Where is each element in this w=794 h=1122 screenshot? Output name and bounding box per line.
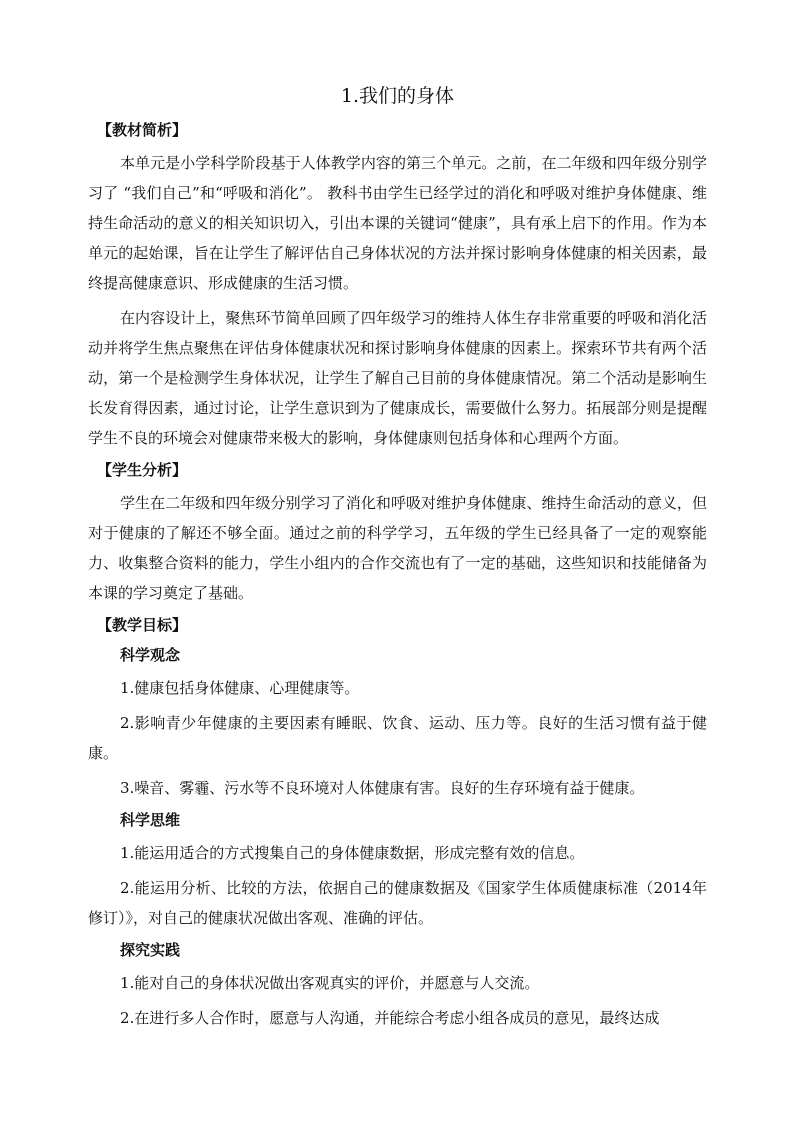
thinking-item-2: 2.能运用分析、比较的方法，依据自己的健康数据及《国家学生体质健康标准（2014年修订）》，对自己的健康状况做出客观、准确的评估。 (88, 879, 707, 927)
section-heading-students: 【学生分析】 (97, 461, 188, 479)
concept-item-2: 2.影响青少年健康的主要因素有睡眠、饮食、运动、压力等。良好的生活习惯有益于健康。 (88, 714, 707, 762)
subheading-practice: 探究实践 (120, 941, 181, 959)
analysis-paragraph-2: 在内容设计上，聚焦环节简单回顾了四年级学习的维持人体生存非常重要的呼吸和消化活动并将学生焦点聚焦在评估身体健康状况和探讨影响身体健康的因素上。探索环节共有两个活动，第一个是检测学生身体状况，让学生了解自己目前的身体健康情况。第二个活动是影响生长发育得因素，通过讨论，让学生意识到为了健康成长，需要做什么努力。拓展部分则是提醒学生不良的环境会对健康带来极大的影响，身体健康则包括身体和心理两个方面。 (88, 309, 707, 447)
practice-item-1: 1.能对自己的身体状况做出客观真实的评价，并愿意与人交流。 (120, 974, 540, 992)
practice-item-2: 2.在进行多人合作时，愿意与人沟通，并能综合考虑小组各成员的意见，最终达成 (120, 1009, 660, 1027)
thinking-item-1: 1.能运用适合的方式搜集自己的身体健康数据，形成完整有效的信息。 (120, 844, 585, 862)
page-title: 1.我们的身体 (340, 85, 455, 107)
analysis-paragraph-1: 本单元是小学科学阶段基于人体教学内容的第三个单元。之前，在二年级和四年级分别学习了 “我们自己”和“呼吸和消化”。 教科书由学生已经学过的消化和呼吸对维护身体健康、维持生命活动的意义的相关知识切入，引出本课的关键词“健康”，具有承上启下的作用。作为本单元的起始课，旨在让学生了解评估自己身体状况的方法并探讨影响身体健康的相关因素，最终提高健康意识、形成健康的生活习惯。 (88, 154, 707, 292)
concept-item-3: 3.噪音、雾霾、污水等不良环境对人体健康有害。良好的生存环境有益于健康。 (120, 779, 645, 797)
section-heading-goals: 【教学目标】 (97, 616, 188, 634)
concept-item-1: 1.健康包括身体健康、心理健康等。 (120, 679, 360, 697)
subheading-thinking: 科学思维 (120, 811, 181, 829)
section-heading-analysis: 【教材简析】 (97, 121, 188, 139)
subheading-concept: 科学观念 (120, 646, 181, 664)
students-paragraph-1: 学生在二年级和四年级分别学习了消化和呼吸对维护身体健康、维持生命活动的意义，但对于健康的了解还不够全面。通过之前的科学学习，五年级的学生已经具备了一定的观察能力、收集整合资料的能力，学生小组内的合作交流也有了一定的基础，这些知识和技能储备为本课的学习奠定了基础。 (88, 494, 707, 602)
